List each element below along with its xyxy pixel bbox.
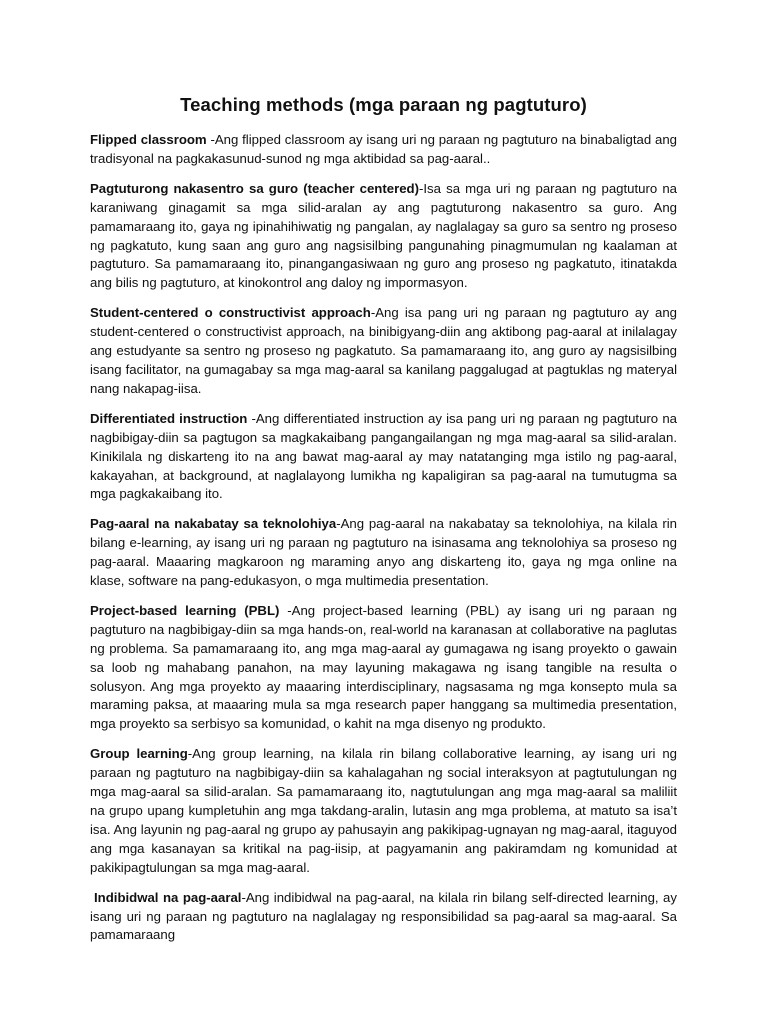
paragraph-term: Flipped classroom (90, 132, 207, 147)
paragraph-term: Group learning (90, 746, 188, 762)
paragraph-text: -Ang differentiated instruction ay isa pang uri ng paraan ng pagtuturo na nagbibigay-diin sa pagtugon sa magkakaibang pangangailangan ng mga mag-aaral sa silid-aralan. Kinikilala ng diskarteng ito na ang bawat mag-aaral ay may natatanging mga istilo ng pag-aaral, kakayahan, at background, at naglalayong lumikha ng kapaligiran sa pag-aaral na tumutugma sa mga pagkakaibang ito. (90, 410, 677, 502)
paragraph-technology-based (90, 515, 677, 591)
paragraph-text: -Ang flipped classroom ay isang uri ng paraan ng pagtuturo na binabaligtad ang tradisyonal na pagkakasunud-sunod ng mga aktibidad sa pag-aaral.. (90, 132, 677, 166)
paragraph-term: Project-based learning (PBL) (90, 602, 280, 618)
paragraph-differentiated-instruction (90, 410, 677, 505)
paragraph-term: Pagtuturong nakasentro sa guro (teacher centered) (90, 180, 419, 196)
paragraph-flipped-classroom (90, 131, 677, 169)
paragraph-project-based-learning (90, 602, 677, 734)
paragraph-text: -Isa sa mga uri ng paraan ng pagtuturo na karaniwang ginagamit sa mga silid-aralan ay ang pagtuturong nakasentro sa guro. Ang pamamaraang ito, gaya ng ipinahihiwatig ng pangalan, ay naglalagay sa guro sa sentro ng proseso ng pagkatuto, kung saan ang guro ang nagsisilbing pangunahing pinagmumulan ng kaalaman at pagtuturo. Sa pamamaraang ito, pinangangasiwaan ng guro ang proseso ng pagkatuto, itinatakda ang bilis ng pagtuturo, at kinokontrol ang daloy ng impormasyon. (90, 180, 677, 291)
paragraph-text: -Ang indibidwal na pag-aaral, na kilala rin bilang self-directed learning, ay isang uri ng paraan ng pagtuturo na naglalagay ng responsibilidad sa pag-aaral sa mag-aaral. Sa pamamaraang (90, 889, 677, 943)
paragraph-student-centered (90, 304, 677, 399)
paragraph-teacher-centered (90, 180, 677, 293)
paragraph-individual-learning (90, 889, 677, 946)
paragraph-text: -Ang project-based learning (PBL) ay isang uri ng paraan ng pagtuturo na nagbibigay-diin sa mga hands-on, real-world na karanasan at collaborative na paglutas ng problema. Sa pamamaraang ito, ang mga mag-aaral ay gumagawa ng isang proyekto o gawain sa loob ng mahabang panahon, na may layuning makagawa ng isang tangible na resulta o solusyon. Ang mga proyekto ay maaaring interdisciplinary, nagsasama ng mga konsepto mula sa maraming paksa, at maaaring mula sa mga research paper hanggang sa multimedia presentation, mga proyekto sa serbisyo sa komunidad, o kahit na mga disenyo ng produkto. (90, 602, 677, 732)
paragraph-text: -Ang pag-aaral na nakabatay sa teknolohiya, na kilala rin bilang e-learning, ay isang uri ng paraan ng pagtuturo na isinasama ang teknolohiya sa proseso ng pag-aaral. Maaaring magkaroon ng maraming anyo ang diskarteng ito, gaya ng mga online na klase, software na pang-edukasyon, o mga multimedia presentation. (90, 516, 677, 589)
paragraph-term: Indibidwal na pag-aaral (94, 889, 242, 905)
paragraph-text: -Ang group learning, na kilala rin bilang collaborative learning, ay isang uri ng paraan ng pagtuturo na nagbibigay-diin sa kahalagahan ng social interaksyon at pagtutulungan ng mga mag-aaral sa silid-aralan. Sa pamamaraang ito, nagtutulungan ang mga mag-aaral sa maliliit na grupo upang kumpletuhin ang mga takdang-aralin, lutasin ang mga problema, at matuto sa isa’t isa. Ang layunin ng pag-aaral ng grupo ay pahusayin ang pakikipag-ugnayan ng mag-aaral, itaguyod ang mga kasanayan sa kritikal na pag-iisip, at pagyamanin ang pakiramdam ng komunidad at pakikipagtulungan sa mga mag-aaral. (90, 746, 677, 875)
paragraph-group-learning (90, 745, 677, 877)
document-title: Teaching methods (mga paraan ng pagtuturo) (180, 94, 587, 115)
paragraph-term: Student-centered o constructivist approach (90, 305, 371, 321)
paragraph-term: Pag-aaral na nakabatay sa teknolohiya (90, 516, 337, 532)
document-page (90, 92, 677, 956)
paragraph-term: Differentiated instruction (90, 410, 248, 426)
paragraph-text: -Ang isa pang uri ng paraan ng pagtuturo ay ang student-centered o constructivist approach, na binibigyang-diin ang aktibong pag-aaral at inilalagay ang estudyante sa sentro ng proseso ng pagkatuto. Sa pamamaraang ito, ang guro ay nagsisilbing isang facilitator, na gumagabay sa mga mag-aaral sa kanilang paggalugad at pagtuklas ng materyal nang nakapag-iisa. (90, 305, 677, 396)
